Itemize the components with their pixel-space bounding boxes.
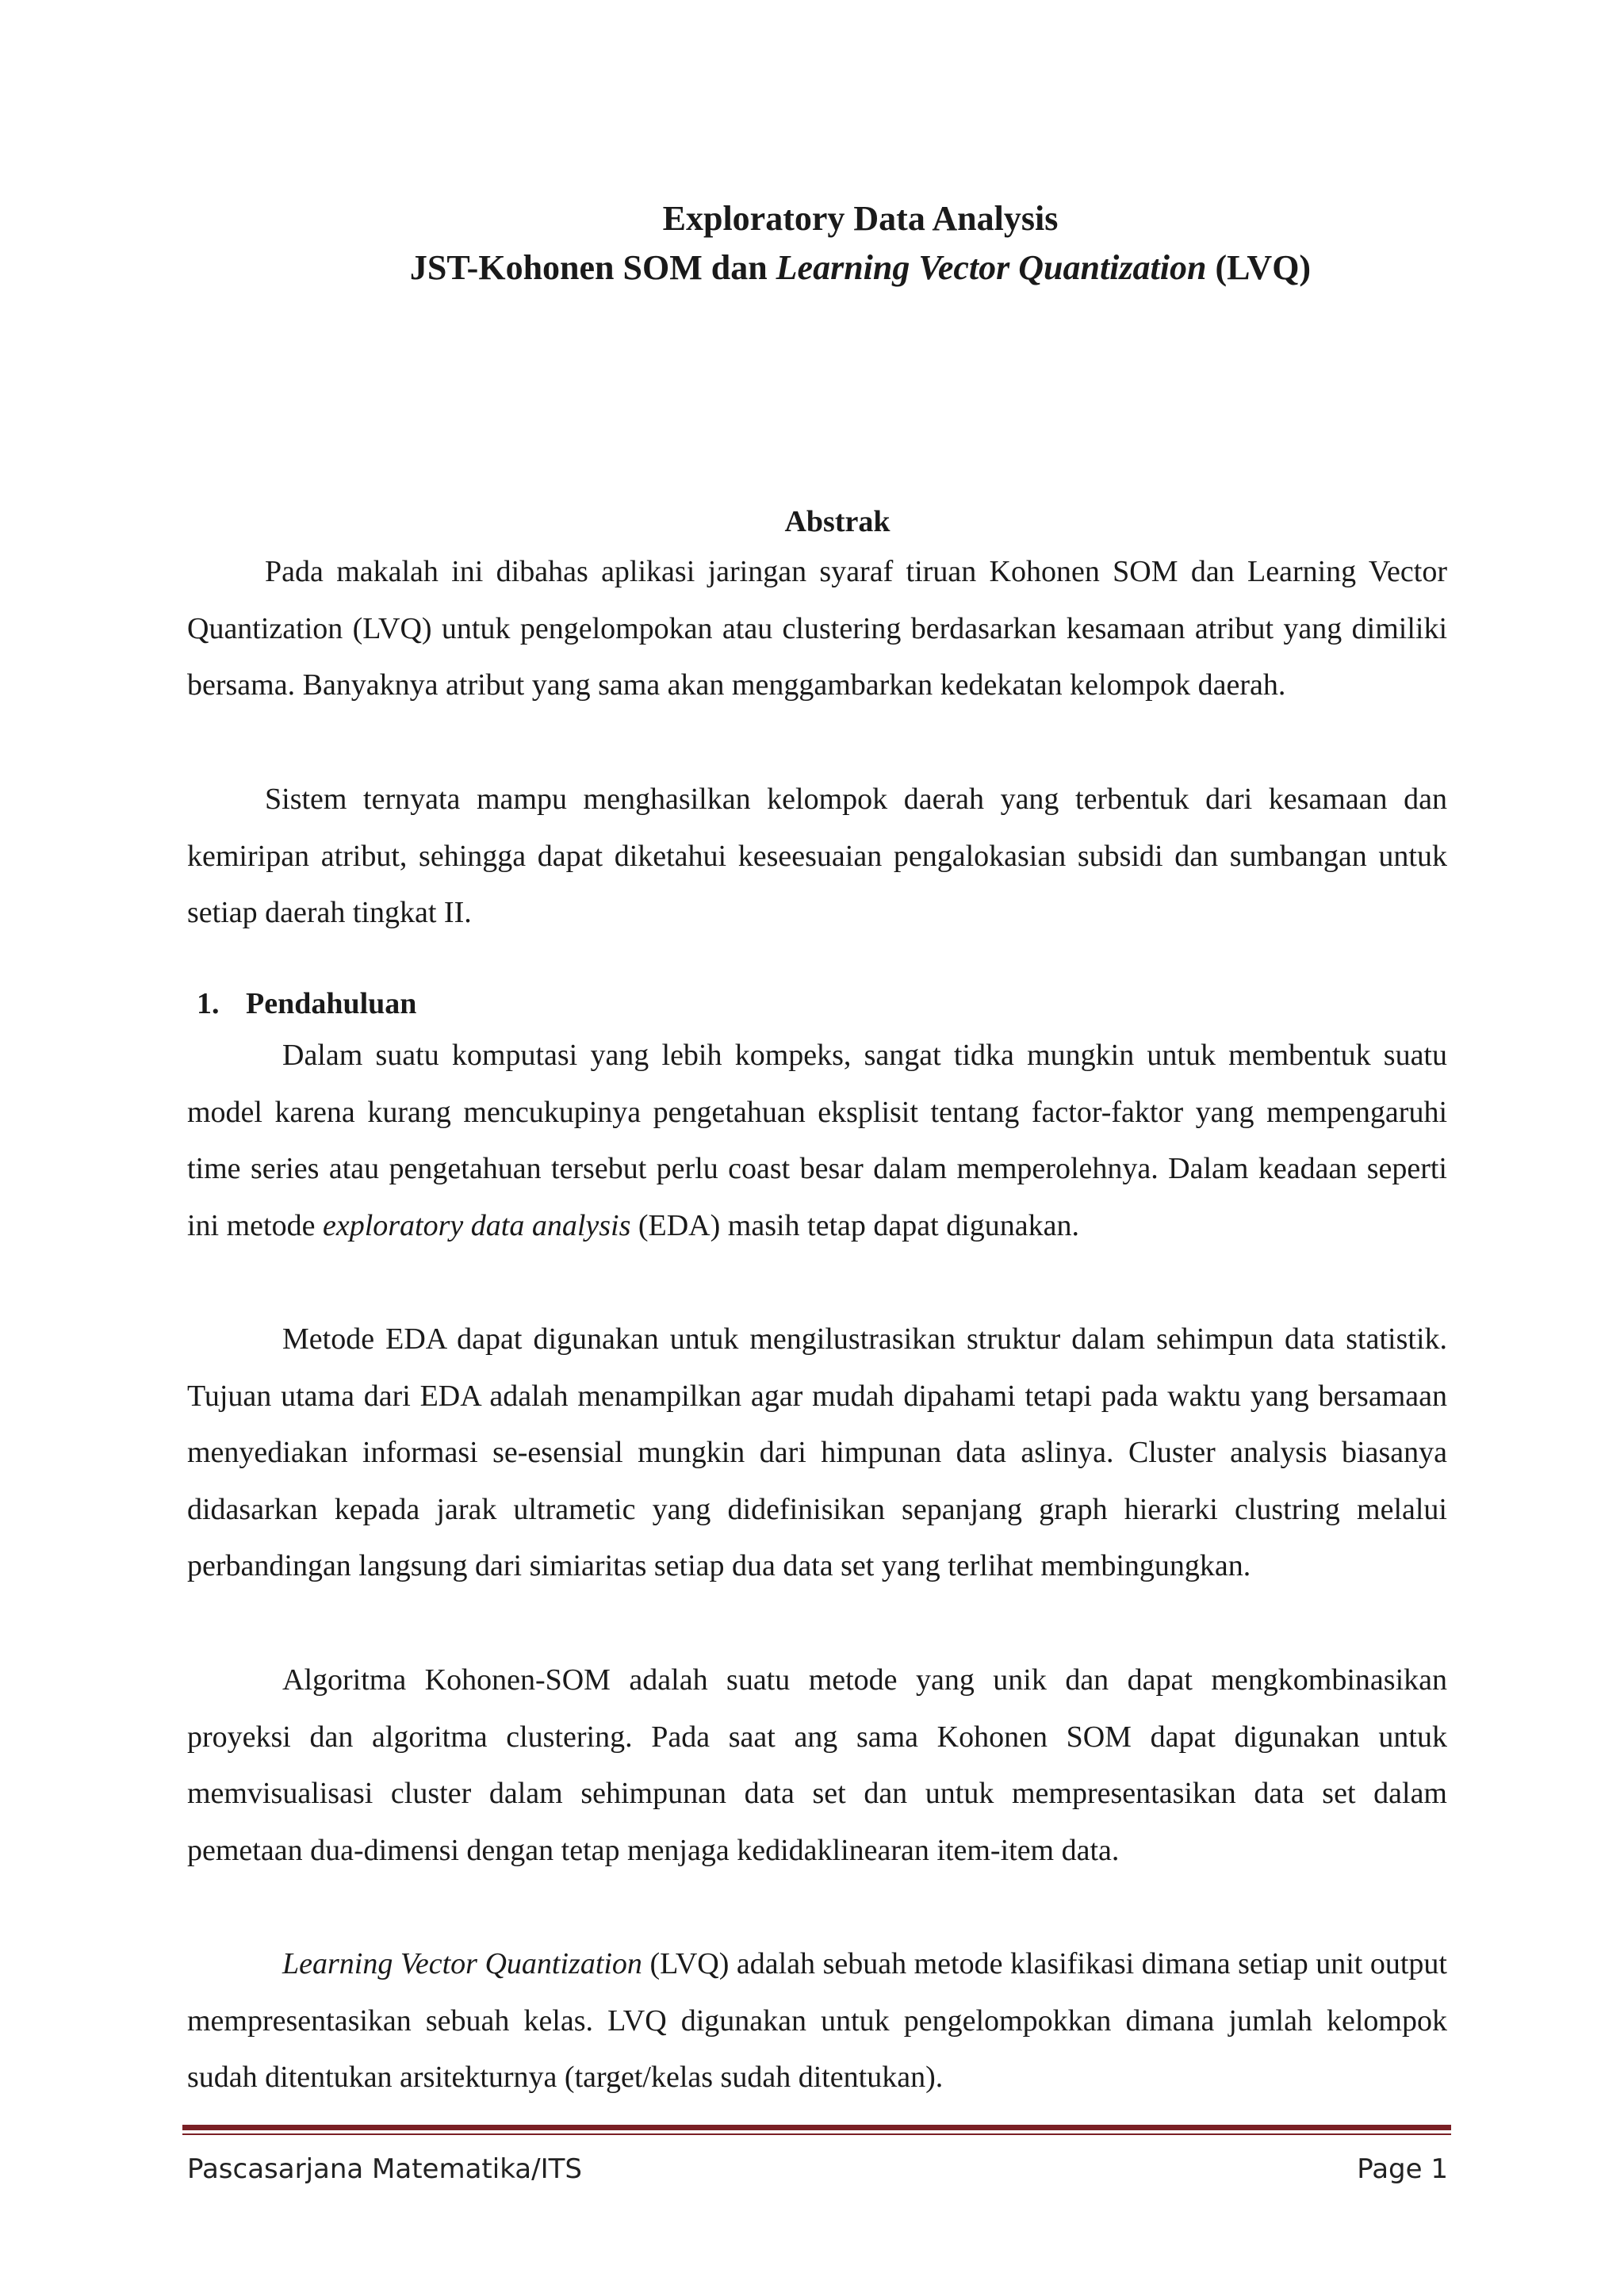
footer-page-number: Page 1 (1357, 2153, 1448, 2185)
footer-rule-thick (182, 2125, 1451, 2130)
title-line-2-italic: Learning Vector Quantization (776, 248, 1207, 287)
title-line-2-text-a: JST-Kohonen SOM dan (409, 248, 776, 287)
section-number: 1. (197, 987, 220, 1020)
intro-p1-text-a: Dalam suatu komputasi yang lebih kompeks, sangat tidka mungkin untuk membentuk suatu model karena kurang mencukupinya pengetahuan eksplisit tentang factor-faktor yang mempengaruhi time series atau pengetahuan tersebut perlu coast besar dalam memperolehnya. Dalam keadaan seperti ini metode (187, 1039, 1447, 1242)
footer-rule-thin (182, 2133, 1451, 2135)
abstract-paragraph-2: Sistem ternyata mampu menghasilkan kelompok daerah yang terbentuk dari kesamaan dan kemiripan atribut, sehingga dapat diketahui keseesuaian pengalokasian subsidi dan sumbangan untuk setiap daerah tingkat II. (187, 783, 1447, 930)
document-title (0, 194, 1624, 293)
title-line-1: Exploratory Data Analysis (662, 199, 1059, 238)
abstract-paragraph-1: Pada makalah ini dibahas aplikasi jaringan syaraf tiruan Kohonen SOM dan Learning Vector Quantization (LVQ) untuk pengelompokan atau clustering berdasarkan kesamaan atribut yang dimiliki bersama. Banyaknya atribut yang sama akan menggambarkan kedekatan kelompok daerah. (187, 555, 1447, 702)
intro-paragraph-3: Algoritma Kohonen-SOM adalah suatu metode yang unik dan dapat mengkombinasikan proyeksi dan algoritma clustering. Pada saat ang sama Kohonen SOM dapat digunakan untuk memvisualisasi cluster dalam sehimpunan data set dan untuk mempresentasikan data set dalam pemetaan dua-dimensi dengan tetap menjaga kedidaklinearan item-item data. (187, 1663, 1447, 1867)
title-line-2-text-b: (LVQ) (1206, 248, 1312, 287)
section-heading (197, 980, 416, 1027)
abstract-heading: Abstrak (784, 505, 891, 538)
intro-p1-italic: exploratory data analysis (322, 1208, 631, 1242)
intro-paragraph-1 (187, 1027, 1447, 1254)
intro-p4-text: (LVQ) adalah sebuah metode klasifikasi dimana setiap unit output mempresentasikan sebuah kelas. LVQ digunakan untuk pengelompokkan dimana jumlah kelompok sudah ditentukan arsitekturnya (target/kelas sudah ditentukan). (187, 1947, 1447, 2095)
section-title: Pendahuluan (246, 987, 417, 1020)
title-line-2 (0, 243, 1624, 293)
intro-paragraph-2: Metode EDA dapat digunakan untuk mengilustrasikan struktur dalam sehimpun data statistik. Tujuan utama dari EDA adalah menampilkan agar mudah dipahami tetapi pada waktu yang bersamaan menyediakan informasi se-esensial mungkin dari himpunan data aslinya. Cluster analysis biasanya didasarkan kepada jarak ultrametic yang didefinisikan sepanjang graph hierarki clustring melalui perbandingan langsung dari simiaritas setiap dua data set yang terlihat membingungkan. (187, 1322, 1447, 1583)
footer-institution: Pascasarjana Matematika/ITS (187, 2153, 582, 2185)
intro-p4-italic: Learning Vector Quantization (282, 1947, 642, 1980)
intro-paragraph-4 (187, 1936, 1447, 2107)
intro-p1-text-b: (EDA) masih tetap dapat digunakan. (630, 1208, 1079, 1242)
